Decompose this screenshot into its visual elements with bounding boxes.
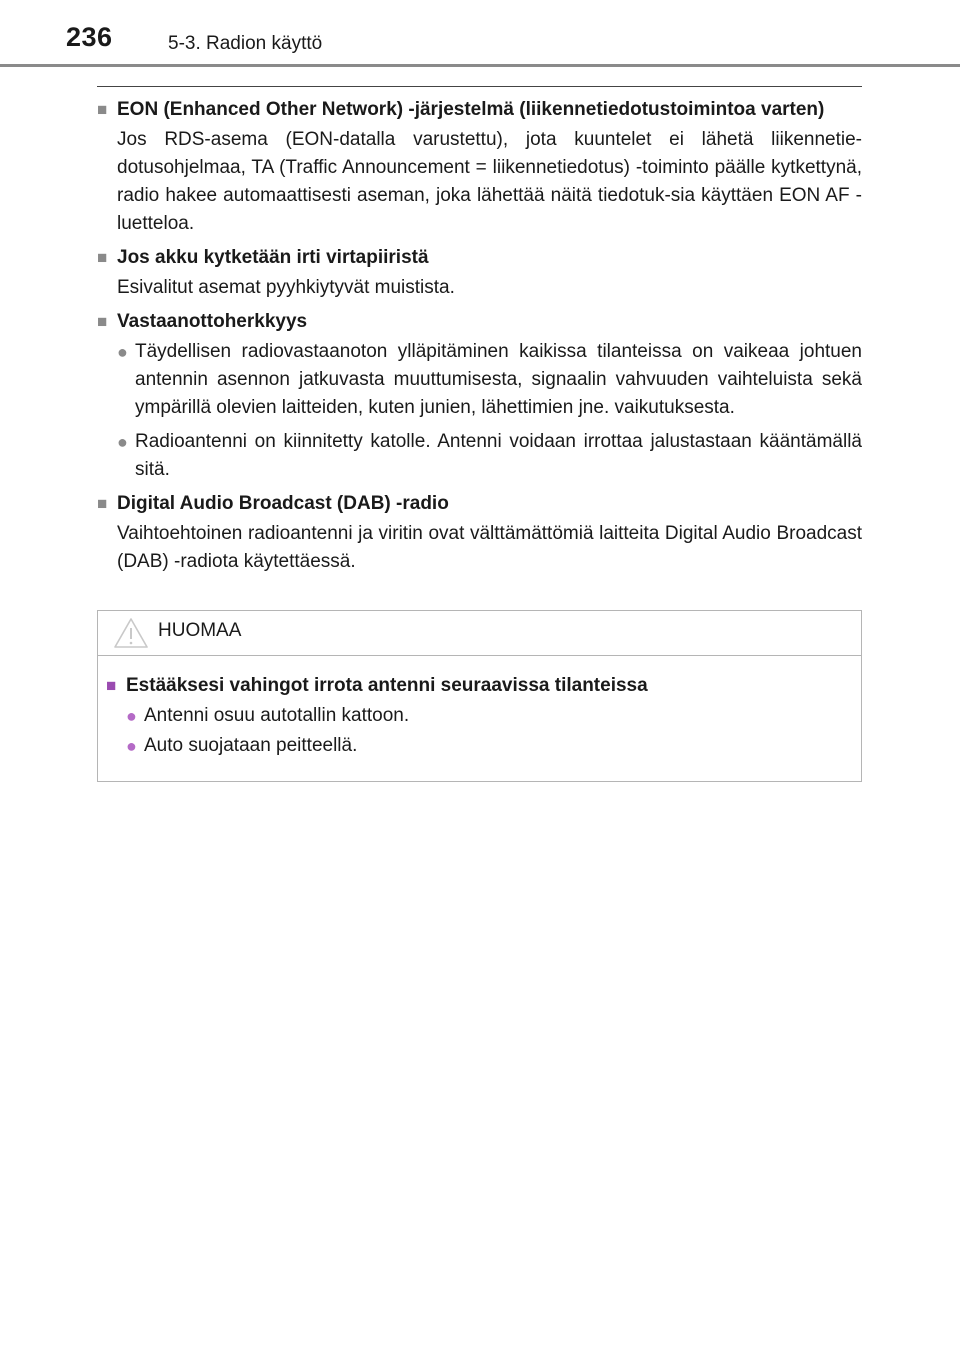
chapter-title: 5-3. Radion käyttö <box>168 33 323 54</box>
list-item: ● Täydellisen radiovastaanoton ylläpitäminen kaikissa tilanteissa on vaikeaa johtuen antennin asennon jatkuvasta muuttumisesta, signaalin vahvuuden vaihteluista sekä ympärillä olevien laitteiden, kuten junien, lähettimien jne. vaikutuksesta. <box>97 338 862 422</box>
section-title: ■ EON (Enhanced Other Network) -järjestelmä (liikennetiedotustoimintoa varten) <box>97 96 862 124</box>
list-item: ● Auto suojataan peitteellä. <box>106 732 861 760</box>
notice-box <box>97 610 862 782</box>
list-item: ● Radioantenni on kiinnitetty katolle. Antenni voidaan irrottaa jalustastaan kääntämällä sitä. <box>97 428 862 484</box>
round-bullet-icon: ● <box>126 706 137 726</box>
round-bullet-icon: ● <box>117 432 128 452</box>
header-rule <box>0 64 960 67</box>
notice-header <box>98 611 861 656</box>
section-title: ■ Jos akku kytketään irti virtapiiristä <box>97 244 862 272</box>
warning-triangle-icon <box>113 617 149 649</box>
page-header <box>0 0 960 66</box>
section-reception <box>97 308 862 484</box>
section-title: ■ Vastaanottoherkkyys <box>97 308 862 336</box>
list-item: ● Antenni osuu autotallin kattoon. <box>106 702 861 730</box>
main-content <box>97 96 862 582</box>
section-eon <box>97 96 862 238</box>
section-dab <box>97 490 862 576</box>
square-bullet-icon: ■ <box>106 676 117 695</box>
notice-title: HUOMAA <box>158 620 242 641</box>
section-battery <box>97 244 862 302</box>
square-bullet-icon: ■ <box>97 312 108 331</box>
round-bullet-icon: ● <box>117 342 128 362</box>
section-title: ■ Digital Audio Broadcast (DAB) -radio <box>97 490 862 518</box>
notice-body <box>98 656 861 760</box>
section-body: Esivalitut asemat pyyhkiytyvät muistista. <box>117 277 455 298</box>
square-bullet-icon: ■ <box>97 494 108 513</box>
notice-subtitle: ■ Estääksesi vahingot irrota antenni seuraavissa tilanteissa <box>106 672 861 700</box>
section-body: Jos RDS-asema (EON-datalla varustettu), jota kuuntelet ei lähetä liikennetie-dotusohjelmaa, TA (Traffic Announcement = liikennetiedotus) -toiminto päälle kytkettynä, radio hakee automaattisesti aseman, joka lähettää näitä tiedotuk-sia käyttäen EON AF -luetteloa. <box>117 129 862 234</box>
section-body: Vaihtoehtoinen radioantenni ja viritin ovat välttämättömiä laitteita Digital Audio Broadcast (DAB) -radiota käytettäessä. <box>117 523 862 572</box>
square-bullet-icon: ■ <box>97 248 108 267</box>
page-number: 236 <box>66 22 113 52</box>
round-bullet-icon: ● <box>126 736 137 756</box>
square-bullet-icon: ■ <box>97 100 108 119</box>
section-rule <box>97 86 862 87</box>
